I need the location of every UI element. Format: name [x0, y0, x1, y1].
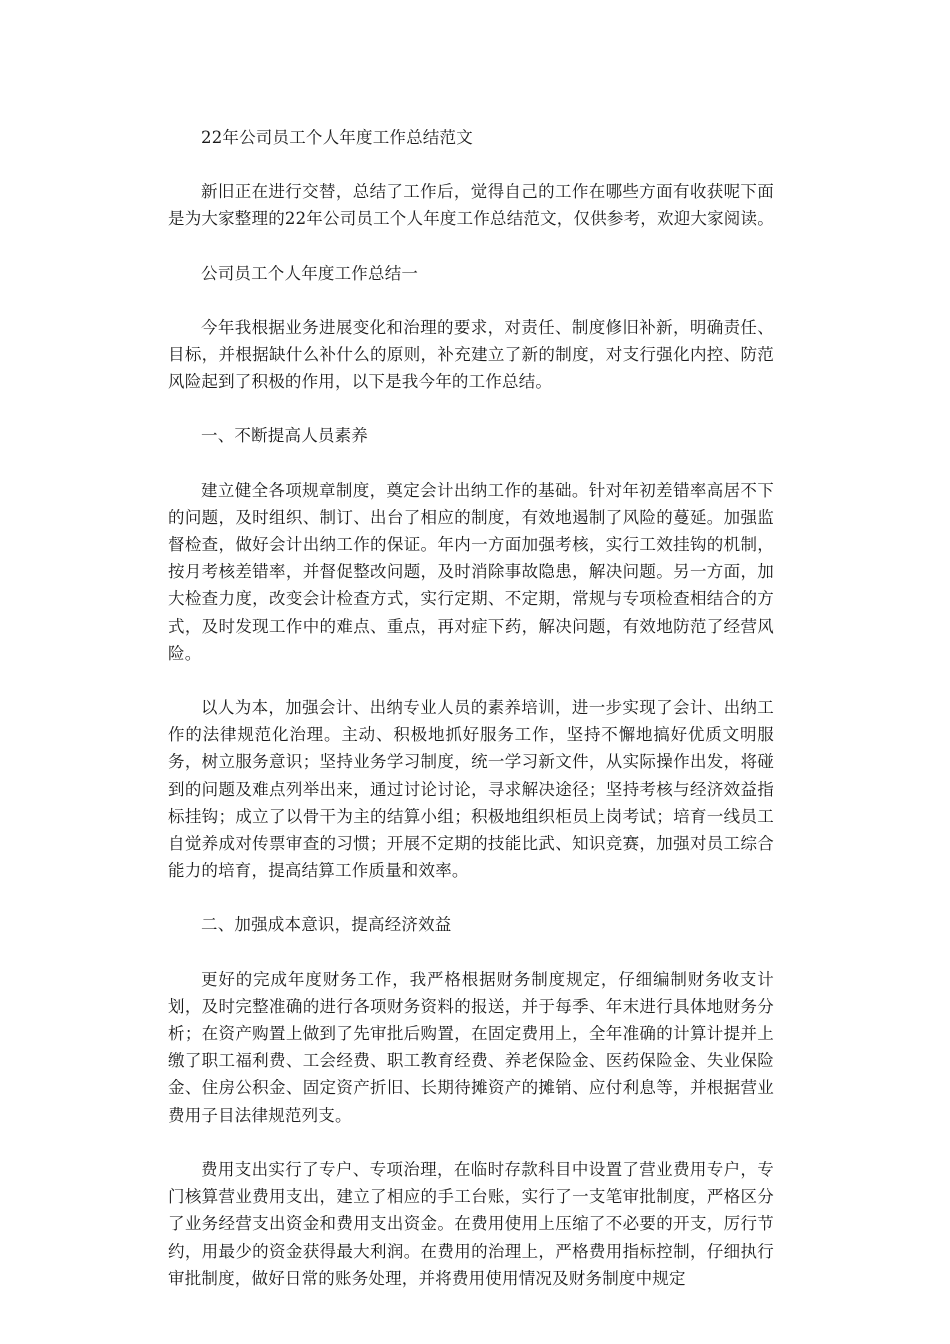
paragraph-gap — [168, 939, 774, 966]
body-paragraph-expenses: 费用支出实行了专户、专项治理，在临时存款科目中设置了营业费用专户，专门核算营业费用支出，建立了相应的手工台账，实行了一支笔审批制度，严格区分了业务经营支出资金和费用支出资金。在费用使用上压缩了不必要的开支，厉行节约，用最少的资金获得最大利润。在费用的治理上，严格费用指标控制，仔细执行审批制度，做好日常的账务处理，并将费用使用情况及财务制度中规定 — [168, 1159, 774, 1288]
paragraph-gap — [168, 233, 774, 260]
opening-paragraph: 今年我根据业务进展变化和治理的要求，对责任、制度修旧补新，明确责任、目标，并根据缺什么补什么的原则，补充建立了新的制度，对支行强化内控、防范风险起到了积极的作用，以下是我今年的工作总结。 — [168, 317, 774, 392]
body-paragraph-rules: 建立健全各项规章制度，奠定会计出纳工作的基础。针对年初差错率高居不下的问题，及时组织、制订、出台了相应的制度，有效地遏制了风险的蔓延。加强监督检查，做好会计出纳工作的保证。年内一方面加强考核，实行工效挂钩的机制，按月考核差错率，并督促整改问题，及时消除事故隐患，解决问题。另一方面，加大检查力度，改变会计检查方式，实行定期、不定期，常规与专项检查相结合的方式，及时发现工作中的难点、重点，再对症下药，解决问题，有效地防范了经营风险。 — [168, 480, 774, 663]
body-paragraph-finance: 更好的完成年度财务工作，我严格根据财务制度规定，仔细编制财务收支计划，及时完整准确的进行各项财务资料的报送，并于每季、年末进行具体地财务分析；在资产购置上做到了先审批后购置，在固定费用上，全年准确的计算计提并上缴了职工福利费、工会经费、职工教育经费、养老保险金、医药保险金、失业保险金、住房公积金、固定资产折旧、长期待摊资产的摊销、应付利息等，并根据营业费用子目法律规范列支。 — [168, 969, 774, 1125]
body-paragraph-training: 以人为本，加强会计、出纳专业人员的素养培训，进一步实现了会计、出纳工作的法律规范化治理。主动、积极地抓好服务工作，坚持不懈地搞好优质文明服务，树立服务意识；坚持业务学习制度，统一学习新文件，从实际操作出发，将碰到的问题及难点列举出来，通过讨论讨论，寻求解决途径；坚持考核与经济效益指标挂钩；成立了以骨干为主的结算小组；积极地组织柜员上岗考试；培育一线员工自觉养成对传票审查的习惯；开展不定期的技能比武、知识竞赛，加强对员工综合能力的培育，提高结算工作质量和效率。 — [168, 698, 774, 881]
intro-paragraph: 新旧正在进行交替，总结了工作后，觉得自己的工作在哪些方面有收获呢下面是为大家整理的22年公司员工个人年度工作总结范文，仅供参考，欢迎大家阅读。 — [168, 182, 774, 229]
paragraph-gap — [168, 884, 774, 911]
heading-improve-staff: 一、不断提高人员素养 — [201, 426, 368, 446]
paragraph-gap — [168, 1129, 774, 1156]
heading-cost-awareness: 二、加强成本意识，提高经济效益 — [201, 915, 452, 935]
paragraph-gap — [168, 450, 774, 477]
document-title: 22年公司员工个人年度工作总结范文 — [201, 128, 473, 147]
paragraph-gap — [168, 287, 774, 314]
paragraph-gap — [168, 395, 774, 422]
paragraph-gap — [168, 667, 774, 694]
paragraph-gap — [168, 151, 774, 178]
document-page — [168, 124, 774, 1292]
section-one-title: 公司员工个人年度工作总结一 — [201, 263, 419, 283]
